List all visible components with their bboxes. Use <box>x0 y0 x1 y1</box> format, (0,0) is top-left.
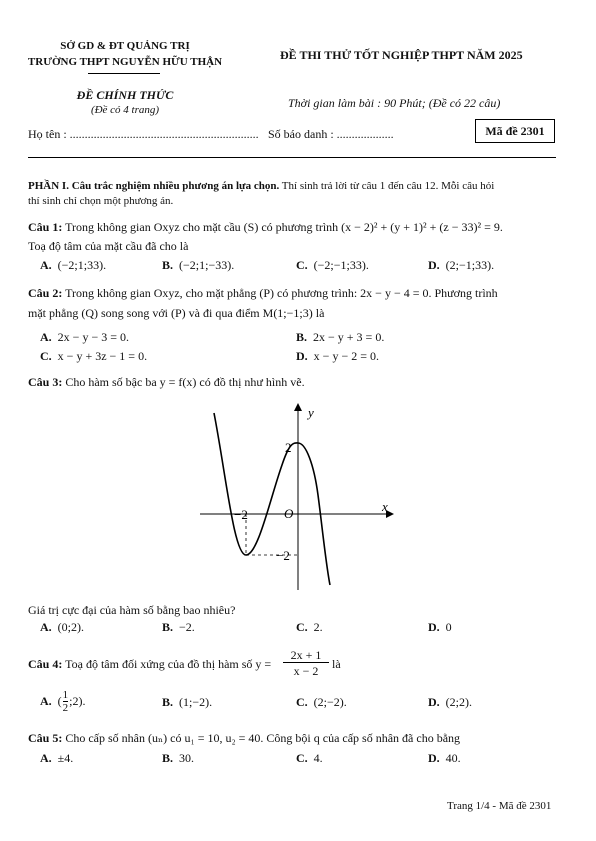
q1-option-a[interactable]: A. (−2;1;33). <box>40 258 107 272</box>
q4-numerator: 2x + 1 <box>283 648 329 663</box>
q1-text2: Toạ độ tâm của mặt cầu đã cho là <box>28 239 189 253</box>
q3-option-a[interactable]: A. (0;2). <box>40 620 84 634</box>
q2-label: Câu 2: <box>28 286 63 300</box>
q2-option-a[interactable]: A. 2x − y − 3 = 0. <box>40 330 129 344</box>
time-note: Thời gian làm bài : 90 Phút; (Đề có 22 câu) <box>288 96 501 110</box>
y-axis-label: y <box>308 405 314 420</box>
q3-text: Câu 3: Cho hàm số bậc ba y = f(x) có đồ thị như hình vẽ. <box>28 375 305 389</box>
q5-label: Câu 5: <box>28 731 63 745</box>
q5-option-d[interactable]: D. 40. <box>428 751 461 765</box>
tick-neg2-x: −2 <box>234 507 248 522</box>
q3-option-d[interactable]: D. 0 <box>428 620 452 634</box>
q4-option-a[interactable]: A. ( $\frac{1}{2}$ ;2). <box>40 689 86 714</box>
q5-option-a[interactable]: A. ±4. <box>40 751 74 765</box>
q3-label: Câu 3: <box>28 375 63 389</box>
q1-text: Câu 1: Trong không gian Oxyz cho mặt cầu (S) có phương trình (x − 2)² + (y + 1)² + (z − 33)² = 9. <box>28 220 503 234</box>
q5-option-b[interactable]: B. 30. <box>162 751 195 765</box>
origin-label: O <box>284 506 294 521</box>
q4-tail: là <box>332 657 341 671</box>
part1-title: PHẦN I. Câu trắc nghiệm nhiều phương án lựa chọn. <box>28 180 280 192</box>
function-graph <box>190 395 410 595</box>
q3-option-b[interactable]: B. −2. <box>162 620 195 634</box>
q4-label: Câu 4: <box>28 657 63 671</box>
pages-note: (Đề có 4 trang) <box>90 104 160 116</box>
tick-neg2-y: −2 <box>276 548 290 563</box>
q1-option-d[interactable]: D. (2;−1;33). <box>428 258 495 272</box>
official-label: ĐỀ CHÍNH THỨC <box>76 88 174 102</box>
q2-option-c[interactable]: C. x − y + 3z − 1 = 0. <box>40 349 148 363</box>
part1-instr1: Thí sinh trả lời từ câu 1 đến câu 12. Mỗi câu hỏi <box>279 180 495 192</box>
x-axis-label: x <box>382 499 388 514</box>
q3-option-c[interactable]: C. 2. <box>296 620 323 634</box>
code-box <box>475 119 555 143</box>
tick-2: 2 <box>285 440 292 455</box>
q4-a-fraction: $\frac{1}{2}$ <box>62 689 69 714</box>
q4-text: Câu 4: Toạ độ tâm đối xứng của đồ thị hàm số y = <box>28 657 272 671</box>
name-field[interactable]: Họ tên : ............................................................... <box>28 127 259 141</box>
separator <box>28 157 556 158</box>
part1-line1 <box>28 180 494 192</box>
page-footer: Trang 1/4 - Mã đề 2301 <box>447 800 552 812</box>
q1-option-b[interactable]: B. (−2;1;−33). <box>162 258 235 272</box>
part1-instr2: thí sinh chỉ chọn một phương án. <box>28 195 174 207</box>
q2-option-b[interactable]: B. 2x − y + 3 = 0. <box>296 330 385 344</box>
q5-text: Câu 5: Cho cấp số nhân (uₙ) có u₁ = 10, u₂ = 40. Công bội q của cấp số nhân đã cho bằng <box>28 731 461 745</box>
q2-text: Câu 2: Trong không gian Oxyz, cho mặt phẳng (P) có phương trình: 2x − y − 4 = 0. Phương trình <box>28 286 498 300</box>
cubic-curve <box>214 413 330 585</box>
header-underline <box>88 73 160 74</box>
q4-option-d[interactable]: D. (2;2). <box>428 695 472 709</box>
q4-option-b[interactable]: B. (1;−2). <box>162 695 213 709</box>
q2-option-d[interactable]: D. x − y − 2 = 0. <box>296 349 379 363</box>
sbd-field[interactable]: Số báo danh : ................... <box>268 127 394 141</box>
exam-code: Mã đề 2301 <box>485 124 545 138</box>
exam-title: ĐỀ THI THỬ TỐT NGHIỆP THPT NĂM 2025 <box>280 48 523 62</box>
q2-text2: mặt phẳng (Q) song song với (P) và đi qua điểm M(1;−1;3) là <box>28 306 325 320</box>
q1-option-c[interactable]: C. (−2;−1;33). <box>296 258 369 272</box>
q5-option-c[interactable]: C. 4. <box>296 751 323 765</box>
q1-label: Câu 1: <box>28 220 63 234</box>
q4-option-c[interactable]: C. (2;−2). <box>296 695 347 709</box>
q4-denominator: x − 2 <box>293 664 319 678</box>
q3-question: Giá trị cực đại của hàm số bằng bao nhiêu? <box>28 603 236 617</box>
q4-fraction <box>283 648 329 679</box>
school-name: TRƯỜNG THPT NGUYỄN HỮU THẬN <box>27 56 223 68</box>
dept-name: SỞ GD & ĐT QUẢNG TRỊ <box>60 40 190 52</box>
